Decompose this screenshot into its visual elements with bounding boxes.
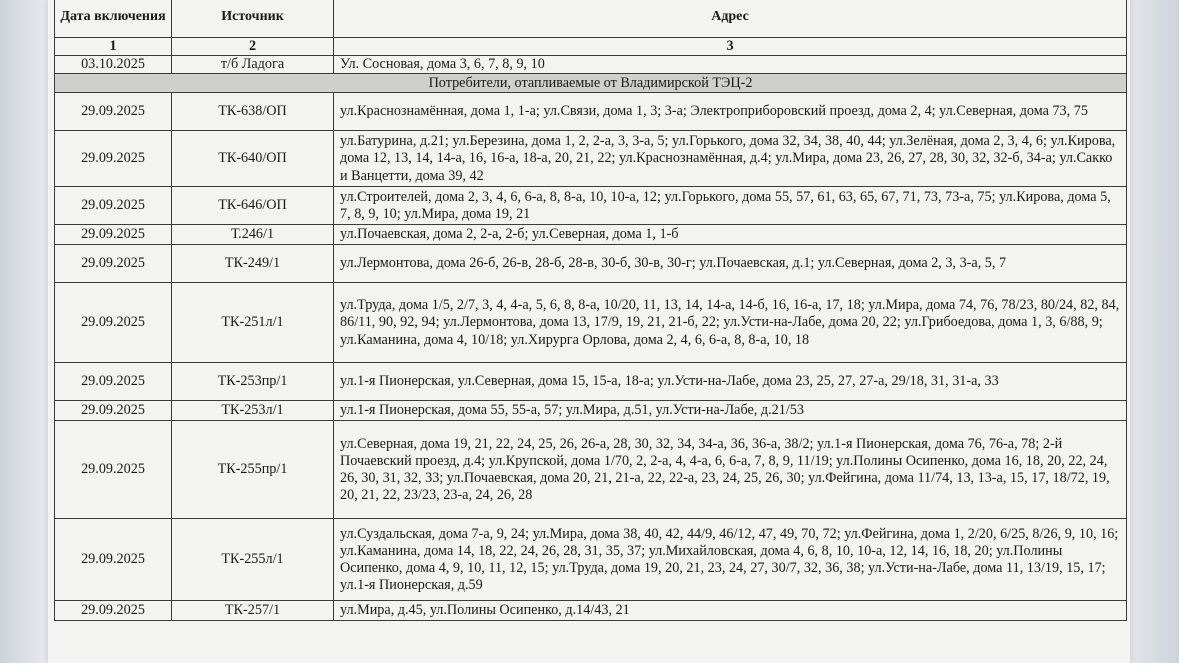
cell-source: ТК-253пр/1 <box>172 363 334 401</box>
table-row <box>55 601 1127 621</box>
cell-source: ТК-257/1 <box>172 601 334 621</box>
table-header-row <box>55 0 1127 38</box>
column-number-2: 2 <box>172 38 334 56</box>
column-number-1: 1 <box>55 38 172 56</box>
document-page <box>48 0 1130 663</box>
section-row <box>55 74 1127 93</box>
cell-address: ул.1-я Пионерская, ул.Северная, дома 15, 15-а, 18-а; ул.Усти-на-Лабе, дома 23, 25, 27, 27-а, 29/18, 31, 31-а, 33 <box>334 363 1127 401</box>
cell-source: ТК-251л/1 <box>172 283 334 363</box>
cell-date: 29.09.2025 <box>55 519 172 601</box>
cell-source: ТК-253л/1 <box>172 401 334 421</box>
cell-source: ТК-255л/1 <box>172 519 334 601</box>
cell-address: ул.Батурина, д.21; ул.Березина, дома 1, 2, 2-а, 3, 3-а, 5; ул.Горького, дома 32, 34, 38, 40, 44; ул.Зелёная, дома 2, 3, 4, 6; ул.Кирова, дома 12, 13, 14, 14-а, 16, 16-а, 18-а, 20, 21, 22; ул.Краснознамённая, д.4; ул.Мира, дома 23, 26, 27, 28, 30, 32, 32-б, 34-а; ул.Сакко и Ванцетти, дома 39, 42 <box>334 131 1127 187</box>
cell-date: 29.09.2025 <box>55 225 172 245</box>
cell-address: ул.Мира, д.45, ул.Полины Осипенко, д.14/43, 21 <box>334 601 1127 621</box>
cell-date: 29.09.2025 <box>55 245 172 283</box>
cell-date: 29.09.2025 <box>55 601 172 621</box>
table-row <box>55 421 1127 519</box>
header-source: Источник <box>172 0 334 38</box>
cell-address: ул.Северная, дома 19, 21, 22, 24, 25, 26, 26-а, 28, 30, 32, 34, 34-а, 36, 36-а, 38/2; ул.1-я Пионерская, дома 76, 76-а, 78; 2-й Почаевский проезд, д.4; ул.Крупской, дома 1/70, 2, 2-а, 4, 4-а, 6, 6-а, 7, 8, 9, 11/19; ул.Полины Осипенко, дома 16, 18, 20, 22, 24, 26, 30, 31, 32, 33; ул.Почаевская, дома 20, 21, 21-а, 22, 22-а, 23, 24, 25, 26, 30; ул.Фейгина, дома 11/74, 13, 13-а, 15, 17, 18/72, 19, 20, 21, 22, 23/23, 23-а, 24, 26, 28 <box>334 421 1127 519</box>
cell-source: ТК-640/ОП <box>172 131 334 187</box>
cell-date: 29.09.2025 <box>55 421 172 519</box>
cell-date: 29.09.2025 <box>55 131 172 187</box>
column-number-row <box>55 38 1127 56</box>
table-row <box>55 93 1127 131</box>
cell-date: 29.09.2025 <box>55 401 172 421</box>
header-address: Адрес <box>334 0 1127 38</box>
cell-address: ул.Труда, дома 1/5, 2/7, 3, 4, 4-а, 5, 6, 8, 8-а, 10/20, 11, 13, 14, 14-а, 14-б, 16, 16-а, 17, 18; ул.Мира, дома 74, 76, 78/23, 80/24, 82, 84, 86/11, 90, 92, 94; ул.Лермонтова, дома 13, 17/9, 19, 21, 21-б, 22; ул.Усти-на-Лабе, дома 20, 22; ул.Грибоедова, дома 1, 3, 6/88, 9; ул.Каманина, дома 4, 10/18; ул.Хирурга Орлова, дома 2, 4, 6, 6-а, 8, 8-а, 10, 18 <box>334 283 1127 363</box>
cell-address: ул.Суздальская, дома 7-а, 9, 24; ул.Мира, дома 38, 40, 42, 44/9, 46/12, 47, 49, 70, 72; ул.Фейгина, дома 1, 2/20, 6/25, 8/26, 9, 10, 16; ул.Каманина, дома 14, 18, 22, 24, 26, 28, 31, 35, 37; ул.Михайловская, дома 4, 6, 8, 10, 10-а, 12, 14, 16, 18, 20; ул.Полины Осипенко, дома 4, 9, 10, 11, 12, 15; ул.Труда, дома 19, 20, 21, 23, 24, 27, 30/7, 32, 36, 38; ул.Усти-на-Лабе, дома 11, 13/19, 15, 17; ул.1-я Пионерская, д.59 <box>334 519 1127 601</box>
cell-date: 03.10.2025 <box>55 56 172 74</box>
cell-address: Ул. Сосновая, дома 3, 6, 7, 8, 9, 10 <box>334 56 1127 74</box>
table-row <box>55 363 1127 401</box>
outage-table <box>54 0 1127 621</box>
cell-source: ТК-646/ОП <box>172 187 334 225</box>
cell-source: Т.246/1 <box>172 225 334 245</box>
cell-address: ул.Строителей, дома 2, 3, 4, 6, 6-а, 8, 8-а, 10, 10-а, 12; ул.Горького, дома 55, 57, 61, 63, 65, 67, 71, 73, 73-а, 75; ул.Кирова, дома 5, 7, 8, 9, 10; ул.Мира, дома 19, 21 <box>334 187 1127 225</box>
table-row <box>55 519 1127 601</box>
table-row <box>55 401 1127 421</box>
cell-source: ТК-249/1 <box>172 245 334 283</box>
table-row <box>55 245 1127 283</box>
cell-source: ТК-638/ОП <box>172 93 334 131</box>
table-row <box>55 283 1127 363</box>
header-date: Дата включения <box>55 0 172 38</box>
section-title: Потребители, отапливаемые от Владимирской ТЭЦ-2 <box>55 74 1127 93</box>
cell-date: 29.09.2025 <box>55 283 172 363</box>
cell-source: т/б Ладога <box>172 56 334 74</box>
table-row <box>55 131 1127 187</box>
table-row <box>55 225 1127 245</box>
cell-source: ТК-255пр/1 <box>172 421 334 519</box>
column-number-3: 3 <box>334 38 1127 56</box>
cell-date: 29.09.2025 <box>55 363 172 401</box>
cell-address: ул.1-я Пионерская, дома 55, 55-а, 57; ул.Мира, д.51, ул.Усти-на-Лабе, д.21/53 <box>334 401 1127 421</box>
cell-address: ул.Почаевская, дома 2, 2-а, 2-б; ул.Северная, дома 1, 1-б <box>334 225 1127 245</box>
cell-address: ул.Краснознамённая, дома 1, 1-а; ул.Связи, дома 1, 3; 3-а; Электроприборовский проезд, дома 2, 4; ул.Северная, дома 73, 75 <box>334 93 1127 131</box>
cell-address: ул.Лермонтова, дома 26-б, 26-в, 28-б, 28-в, 30-б, 30-в, 30-г; ул.Почаевская, д.1; ул.Северная, дома 2, 3, 3-а, 5, 7 <box>334 245 1127 283</box>
cell-date: 29.09.2025 <box>55 187 172 225</box>
table-row <box>55 187 1127 225</box>
table-row <box>55 56 1127 74</box>
cell-date: 29.09.2025 <box>55 93 172 131</box>
